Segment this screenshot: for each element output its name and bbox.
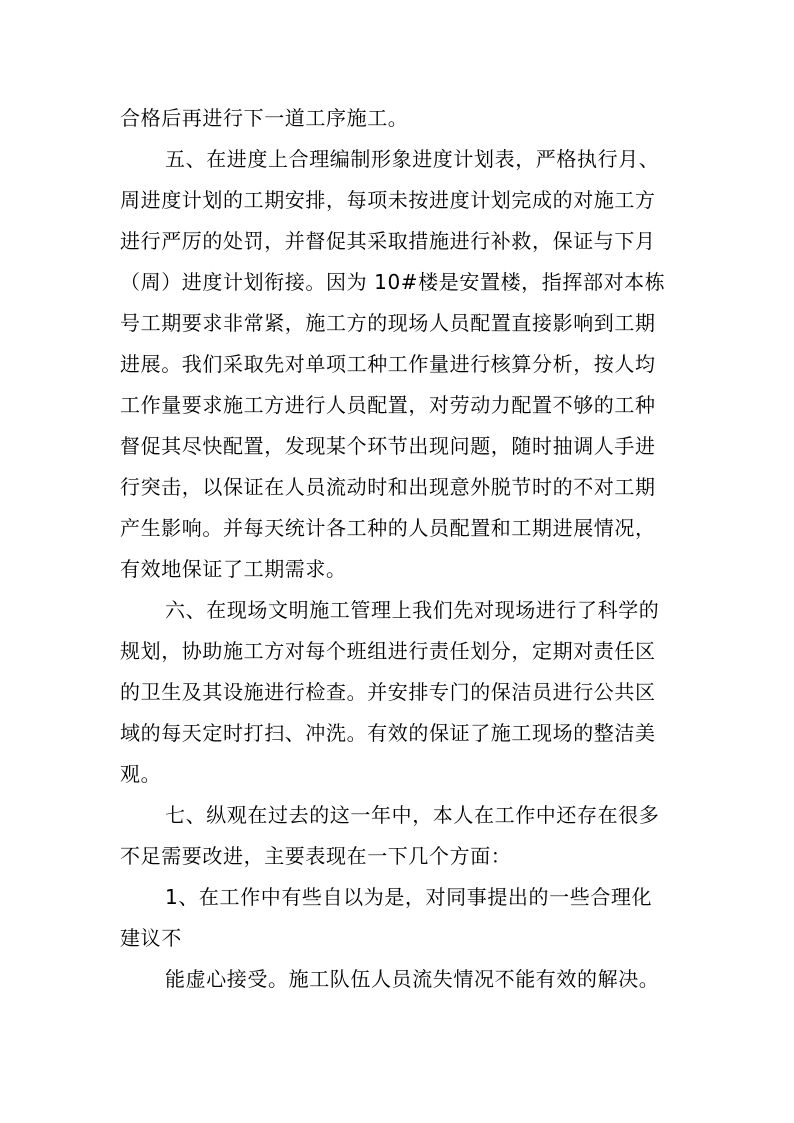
text-line: （周）进度计划衔接。因为 10#楼是安置楼，指挥部对本栋 <box>120 270 666 294</box>
text-line: 域的每天定时打扫、冲洗。有效的保证了施工现场的整洁美 <box>120 721 656 745</box>
text-line: 督促其尽快配置，发现某个环节出现问题，随时抽调人手进 <box>120 434 656 458</box>
text-line: 不足需要改进，主要表现在一下几个方面： <box>120 844 512 868</box>
text-line: 周进度计划的工期安排，每项未按进度计划完成的对施工方 <box>120 188 656 212</box>
text-line: 进展。我们采取先对单项工种工作量进行核算分析，按人均 <box>120 352 656 376</box>
text-line: 合格后再进行下一道工序施工。 <box>120 106 409 130</box>
list-item-1-line: 1、在工作中有些自以为是，对同事提出的一些合理化 <box>165 885 653 909</box>
text-line: 建议不 <box>120 926 182 950</box>
text-line: 行突击，以保证在人员流动时和出现意外脱节时的不对工期 <box>120 475 656 499</box>
text-line: 进行严厉的处罚，并督促其采取措施进行补救，保证与下月 <box>120 229 656 253</box>
paragraph-five-line: 五、在进度上合理编制形象进度计划表，严格执行月、 <box>165 147 660 171</box>
text-line: 能虚心接受。施工队伍人员流失情况不能有效的解决。 <box>165 967 660 991</box>
text-line: 观。 <box>120 762 162 786</box>
paragraph-six-line: 六、在现场文明施工管理上我们先对现场进行了科学的 <box>165 598 660 622</box>
paragraph-seven-line: 七、纵观在过去的这一年中，本人在工作中还存在很多 <box>165 803 660 827</box>
text-line: 产生影响。并每天统计各工种的人员配置和工期进展情况， <box>120 516 656 540</box>
text-line: 工作量要求施工方进行人员配置，对劳动力配置不够的工种 <box>120 393 656 417</box>
text-line: 的卫生及其设施进行检查。并安排专门的保洁员进行公共区 <box>120 680 656 704</box>
text-line: 号工期要求非常紧，施工方的现场人员配置直接影响到工期 <box>120 311 656 335</box>
text-line: 规划，协助施工方对每个班组进行责任划分，定期对责任区 <box>120 639 656 663</box>
text-line: 有效地保证了工期需求。 <box>120 557 347 581</box>
